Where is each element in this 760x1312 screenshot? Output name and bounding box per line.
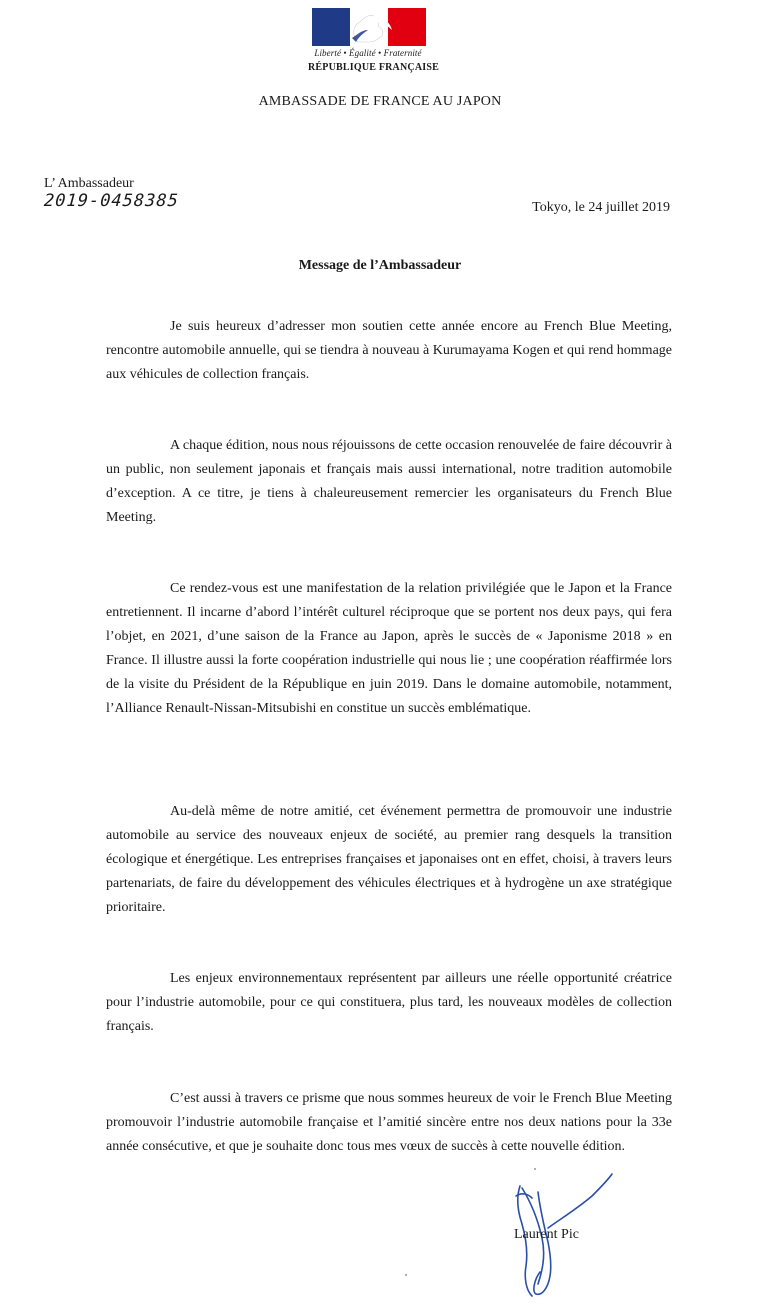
letter-title: Message de l’Ambassadeur	[298, 258, 462, 273]
scan-speck	[405, 1274, 407, 1276]
paragraph: Au-delà même de notre amitié, cet événement permettra de promouvoir une industrie automobile au service des nouveaux enjeux de société, au premier rang desquels la transition écologique et énergétique. Les entreprises françaises et japonaises ont en effet, choisi, à travers leurs partenariats, de faire du développement des véhicules électriques et à hydrogène un axe stratégique prioritaire.	[106, 804, 672, 915]
paragraph: Les enjeux environnementaux représentent par ailleurs une réelle opportunité créatrice pour l’industrie automobile, pour ce qui constituera, plus tard, les nouveaux modèles de collection français.	[106, 971, 672, 1034]
sender-title: L’ Ambassadeur	[44, 176, 134, 191]
embassy-name: AMBASSADE DE FRANCE AU JAPON	[258, 94, 502, 109]
paragraph: C’est aussi à travers ce prisme que nous sommes heureux de voir le French Blue Meeting promouvoir l’industrie automobile française et l’amitié sincère entre nos deux nations pour la 33e année consécutive, et que je souhaite donc tous mes vœux de succès à cette nouvelle édition.	[106, 1091, 672, 1154]
paragraph: Ce rendez-vous est une manifestation de la relation privilégiée que le Japon et la France entretiennent. Il incarne d’abord l’intérêt culturel réciproque que se portent nos deux pays, qui fera l’objet, en 2021, d’une saison de la France au Japon, après le succès de « Japonisme 2018 » en France. Il illustre aussi la forte coopération industrielle qui nous lie ; une coopération réaffirmée lors de la visite du Président de la République en juin 2019. Dans le domaine automobile, notamment, l’Alliance Renault-Nissan-Mitsubishi en constitue un succès emblématique.	[106, 581, 672, 716]
logo-republic: RÉPUBLIQUE FRANÇAISE	[308, 62, 439, 73]
scan-speck	[534, 1168, 536, 1170]
paragraph: A chaque édition, nous nous réjouissons de cette occasion renouvelée de faire découvrir à un public, non seulement japonais et français mais aussi international, notre tradition automobile d’exception. A ce titre, je tiens à chaleureusement remercier les organisateurs du French Blue Meeting.	[106, 438, 672, 525]
signatory-name: Laurent Pic	[514, 1227, 579, 1242]
paragraph: Je suis heureux d’adresser mon soutien cette année encore au French Blue Meeting, rencontre automobile annuelle, qui se tiendra à nouveau à Kurumayama Kogen et qui rend hommage aux véhicules de collection français.	[106, 319, 672, 382]
marianne-flag-icon	[312, 8, 426, 46]
dateline: Tokyo, le 24 juillet 2019	[532, 200, 670, 215]
logo-motto: Liberté • Égalité • Fraternité	[314, 48, 422, 58]
reference-number: 2019-0458385	[43, 191, 180, 211]
